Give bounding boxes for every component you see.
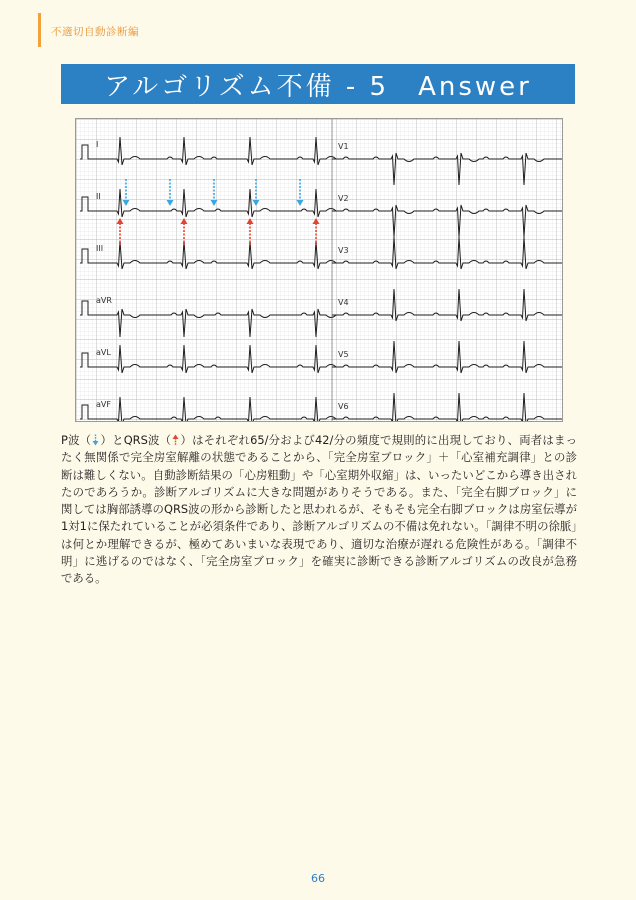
- p-wave-label: P波（: [61, 433, 92, 447]
- lead-label: aVL: [96, 348, 111, 357]
- lead-label: V3: [338, 246, 349, 255]
- lead-label: III: [96, 244, 104, 253]
- explanation-paragraph: [61, 432, 577, 588]
- lead-label: V5: [338, 350, 349, 359]
- page-title: アルゴリズム不備 - 5 Answer: [61, 64, 575, 104]
- lead-label: I: [96, 140, 99, 149]
- lead-label: V2: [338, 194, 349, 203]
- lead-label: V6: [338, 402, 349, 411]
- ecg-figure: [75, 118, 563, 422]
- ecg-tracing: [76, 119, 562, 421]
- lead-label: aVF: [96, 400, 111, 409]
- qrs-wave-label: ）とQRS波（: [100, 433, 172, 447]
- lead-label: V4: [338, 298, 349, 307]
- blue-down-arrow-icon: [91, 434, 100, 446]
- explanation-text: ）はそれぞれ65/分および42/分の頻度で規則的に出現しており、両者はまったく無関係で完全房室解離の状態であることから、「完全房室ブロック」＋「心室補充調律」との診断は難しくない。自動診断結果の「心房粗動」や「心室期外収縮」は、いったいどこから導き出されたのであろうか。診断アルゴリズムに大きな問題がありそうである。また、「完全右脚ブロック」に関しては胸部誘導のQRS波の形から診断したと思われるが、そもそも完全右脚ブロックは房室伝導が1対1に保たれていることが必須条件であり、診断アルゴリズムの不備は免れない。「調律不明の徐脈」は何とか理解できるが、極めてあいまいな表現であり、適切な治療が遅れる危険性がある。「調律不明」に逃げるのではなく、「完全房室ブロック」を確実に診断できる診断アルゴリズムの改良が急務である。: [61, 433, 577, 586]
- page-number: 66: [311, 872, 325, 885]
- lead-label: V1: [338, 142, 349, 151]
- lead-label: II: [96, 192, 101, 201]
- red-up-arrow-icon: [171, 434, 180, 446]
- lead-label: aVR: [96, 296, 112, 305]
- section-accent-bar: [38, 13, 41, 47]
- section-label: 不適切自動診断編: [51, 26, 139, 38]
